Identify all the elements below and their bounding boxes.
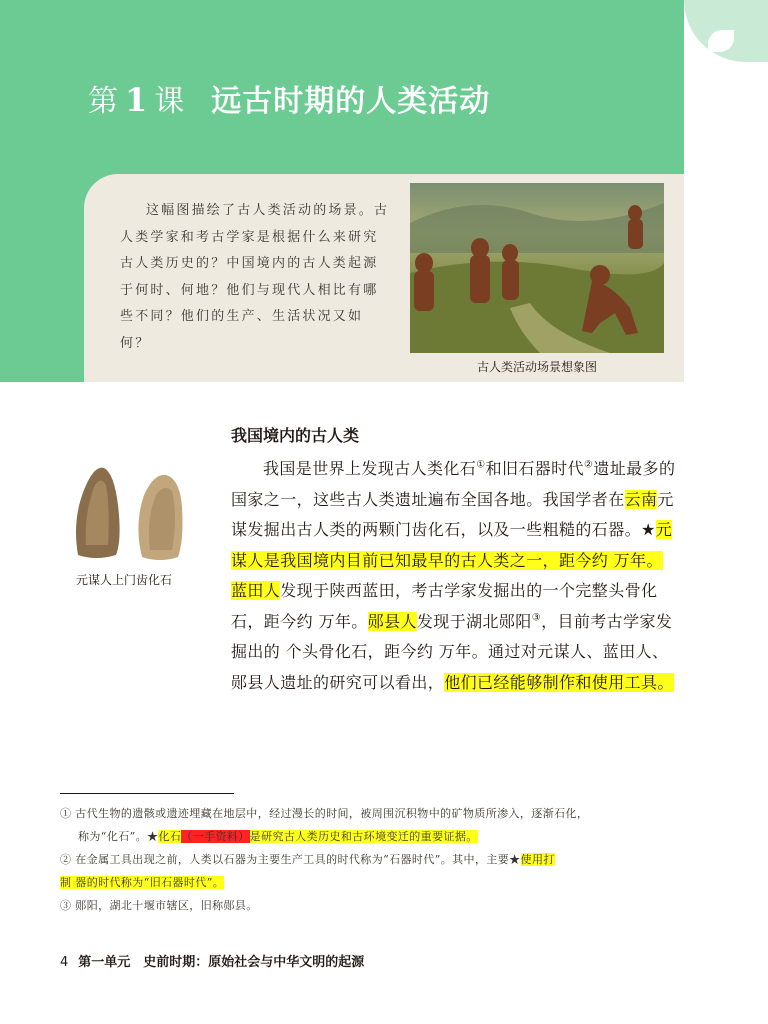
footnote-text: ③ 郧阳，湖北十堰市辖区，旧称郧县。 [60,899,258,912]
scene-caption: 古人类活动场景想象图 [476,360,597,374]
corner-decoration [684,0,768,62]
footnote-highlight: 化石 [158,830,182,843]
footnote-highlight: 是研究古人类历史和古环境变迁的重要证据。 [249,830,478,843]
footnote-text: ① 古代生物的遗骸或遗迹埋藏在地层中，经过漫长的时间，被周围沉积物中的矿物质所渗入，逐渐石化， [60,807,589,820]
body-text [231,454,678,698]
footnote-1 [60,802,688,825]
lesson-title [88,76,490,120]
ancient-humans-scene-image [410,183,664,353]
footnote-highlight: 制 器的时代称为“旧石器时代”。 [60,876,225,889]
highlight-yuanmou-man: 元谋人是我国境内目前已知最早的古人类之一，距今约 万年。蓝田人 [231,520,673,600]
footnote-1-cont [60,825,688,848]
lesson-name: 远古时期的人类活动 [211,84,491,119]
body-text-part: 遗址最多的国家之一，这些古人类遗址遍布全国各地。我国学者在 [231,459,676,509]
footnotes [60,802,688,917]
lesson-prefix: 第 [88,84,119,119]
highlight-yunnan: 云南 [624,489,658,509]
scene-illustration [410,183,664,353]
yuanmou-teeth-fossil-image [70,465,202,560]
body-text-part: ，目前考古学家发掘出的 个头骨化石，距今约 万年。通过对元谋人、蓝田人、郧县人遗址的研究可以看出， [231,611,673,692]
lesson-suffix: 课 [154,84,186,119]
footnote-text: 称为“化石”。★ [78,830,159,843]
footnote-2-cont [60,871,688,894]
page-footer [60,951,364,970]
footnote-highlight: 使用打 [520,853,555,866]
body-text-part: 我国是世界上发现古人类化石 [263,459,477,478]
footnote-divider [60,793,234,794]
intro-paragraph: 这幅图描绘了古人类活动的场景。古人类学家和考古学家是根据什么来研究古人类历史的？中国境内的古人类起源于何时、何地？他们与现代人相比有哪些不同？他们的生产、生活状况又如何？ [120,203,390,351]
section-heading: 我国境内的古人类 [231,426,360,445]
footnote-2 [60,848,688,871]
teeth-caption: 元谋人上门齿化石 [76,573,173,587]
footnote-ref[interactable]: ① [476,459,486,471]
body-text-part: 和旧石器时代 [485,459,584,478]
intro-text [120,198,390,357]
footnote-text: ② 在金属工具出现之前，人类以石器为主要生产工具的时代称为“石器时代”。其中，主要★ [60,853,521,866]
footnote-ref[interactable]: ③ [531,612,542,624]
body-text-part: 发现于湖北郧阳 [416,611,532,631]
highlight-yunxian-man: 郧县人 [367,611,417,631]
body-paragraph [231,454,678,698]
footnote-ref[interactable]: ② [583,459,594,471]
body-text-part: 元谋发掘出古人类的两颗门齿化石，以及一些粗糙的石器。★ [231,489,674,539]
unit-title: 第一单元 史前时期：原始社会与中华文明的起源 [78,955,365,970]
footnote-red-highlight: （一手资料） [181,830,250,843]
highlight-tools: 他们已经能够制作和使用工具。 [444,672,674,692]
page-number: 4 [60,955,69,970]
body-text-part: 发现于陕西蓝田，考古学家发掘出的一个完整头骨化石，距今约 万年。 [231,581,658,631]
lesson-number: 1 [125,81,149,119]
footnote-3 [60,894,688,917]
